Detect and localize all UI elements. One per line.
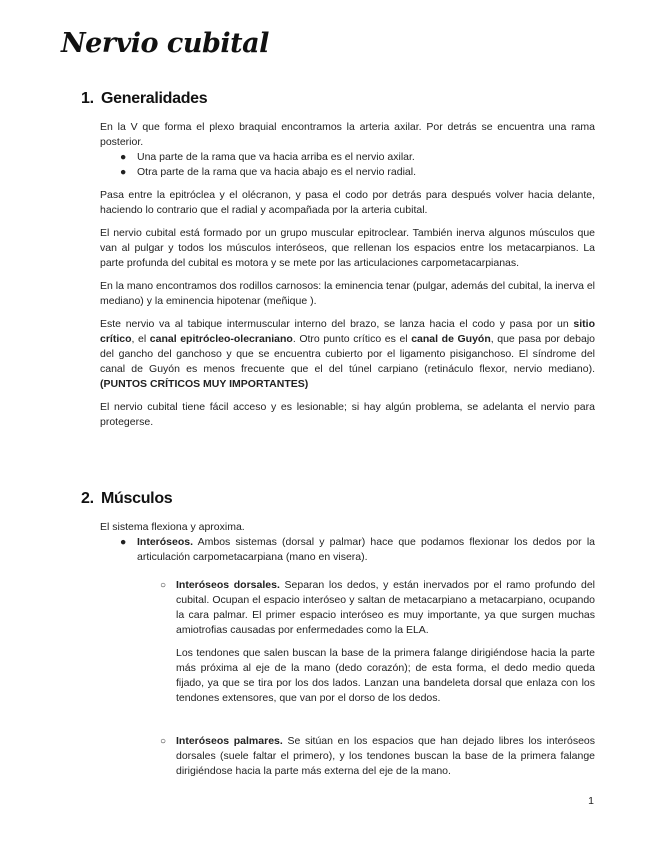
- list-item-interoseos-palmares: ○ Interóseos palmares. Se sitúan en los espacios que han dejado libres los interóseos dorsales (suele faltar el primero), y los tendones buscan la base de la primera falange dirigiéndose hacia la parte más externa del eje de la mano.: [160, 735, 595, 777]
- section-body-musculos: [100, 520, 595, 565]
- hollow-bullet-icon: ○: [160, 580, 167, 591]
- paragraph: En la V que forma el plexo braquial encontramos la arteria axilar. Por detrás se encuentra una rama posterior.: [100, 121, 595, 148]
- section-title: Generalidades: [101, 90, 208, 107]
- paragraph: El sistema flexiona y aproxima.: [100, 521, 245, 533]
- paragraph: El nervio cubital está formado por un grupo muscular epitroclear. También inerva algunos músculos que van al pulgar y todos los músculos interóseos, que rellenan los espacios entre los metacarpianos. La parte profunda del cubital es motora y se mete por las articulaciones carpometacarpianas.: [100, 227, 595, 269]
- paragraph: En la mano encontramos dos rodillos carnosos: la eminencia tenar (pulgar, además del cubital, la inerva el mediano) y la eminencia hipotenar (meñique ).: [100, 280, 595, 307]
- list-item-interoseos: ● Interóseos. Ambos sistemas (dorsal y palmar) hace que podamos flexionar los dedos por la articulación carpometacarpiana (mano en visera).: [120, 536, 595, 563]
- bullet-icon: ●: [120, 536, 127, 548]
- section-body-generalidades: [100, 120, 595, 438]
- section-title: Músculos: [101, 490, 173, 507]
- section-number: 2.: [81, 490, 94, 507]
- list-item: [100, 150, 595, 165]
- section-number: 1.: [81, 90, 94, 107]
- page-number: 1: [588, 795, 594, 807]
- paragraph: Los tendones que salen buscan la base de la primera falange dirigiéndose hacia la parte más próxima al eje de la mano (dedo corazón); de esta forma, el dedo medio queda fijado, ya que se tira por los dos lados. Lanzan una bandeleta dorsal que enlaza con los tendones extensores, que van por el dorso de los dedos.: [176, 647, 595, 704]
- section-heading-generalidades: [81, 90, 207, 108]
- section-heading-musculos: [81, 490, 172, 508]
- paragraph: Pasa entre la epitróclea y el olécranon, y pasa el codo por detrás para después volver hacia delante, haciendo lo contrario que el radial y acompañada por la arteria cubital.: [100, 189, 595, 216]
- list-item-text: Otra parte de la rama que va hacia abajo es el nervio radial.: [137, 166, 416, 178]
- paragraph: El nervio cubital tiene fácil acceso y es lesionable; si hay algún problema, se adelanta el nervio para protegerse.: [100, 401, 595, 428]
- bullet-icon: ●: [120, 166, 127, 178]
- hollow-bullet-icon: ○: [160, 736, 167, 747]
- list-item: [100, 165, 595, 180]
- list-item-interoseos-dorsales: ○ Interóseos dorsales. Separan los dedos, y están inervados por el ramo profundo del cubital. Ocupan el espacio interóseo y saltan de metacarpiano a metacarpiano, ocupando la cara palmar. El primer espacio interóseo es muy importante, ya que surgen muchas amiotrofias causadas por enfermedades como la ELA. Los tendones que salen buscan la base de la primera falange dirigiéndose hacia la parte más próxima al eje de la mano (dedo corazón); de esta forma, el dedo medio queda fijado, ya que se tira por los dos lados. Lanzan una bandeleta dorsal que enlaza con los tendones extensores, que van por el dorso de los dedos.: [160, 579, 596, 704]
- bullet-list: [100, 150, 595, 180]
- list-item-text: Una parte de la rama que va hacia arriba es el nervio axilar.: [137, 151, 415, 163]
- bullet-icon: ●: [120, 151, 127, 163]
- paragraph-critical-points: Este nervio va al tabique intermuscular interno del brazo, se lanza hacia el codo y pasa por un sitio crítico, el canal epitrócleo-olecraniano. Otro punto crítico es el canal de Guyón, que pasa por debajo del gancho del ganchoso y que se encuentra cubierto por el ligamento pisiganchoso. El síndrome del canal de Guyón es menos frecuente que el del túnel carpiano (retináculo flexor, nervio mediano). (PUNTOS CRÍTICOS MUY IMPORTANTES): [100, 318, 595, 390]
- page-title: Nervio cubital: [61, 28, 269, 59]
